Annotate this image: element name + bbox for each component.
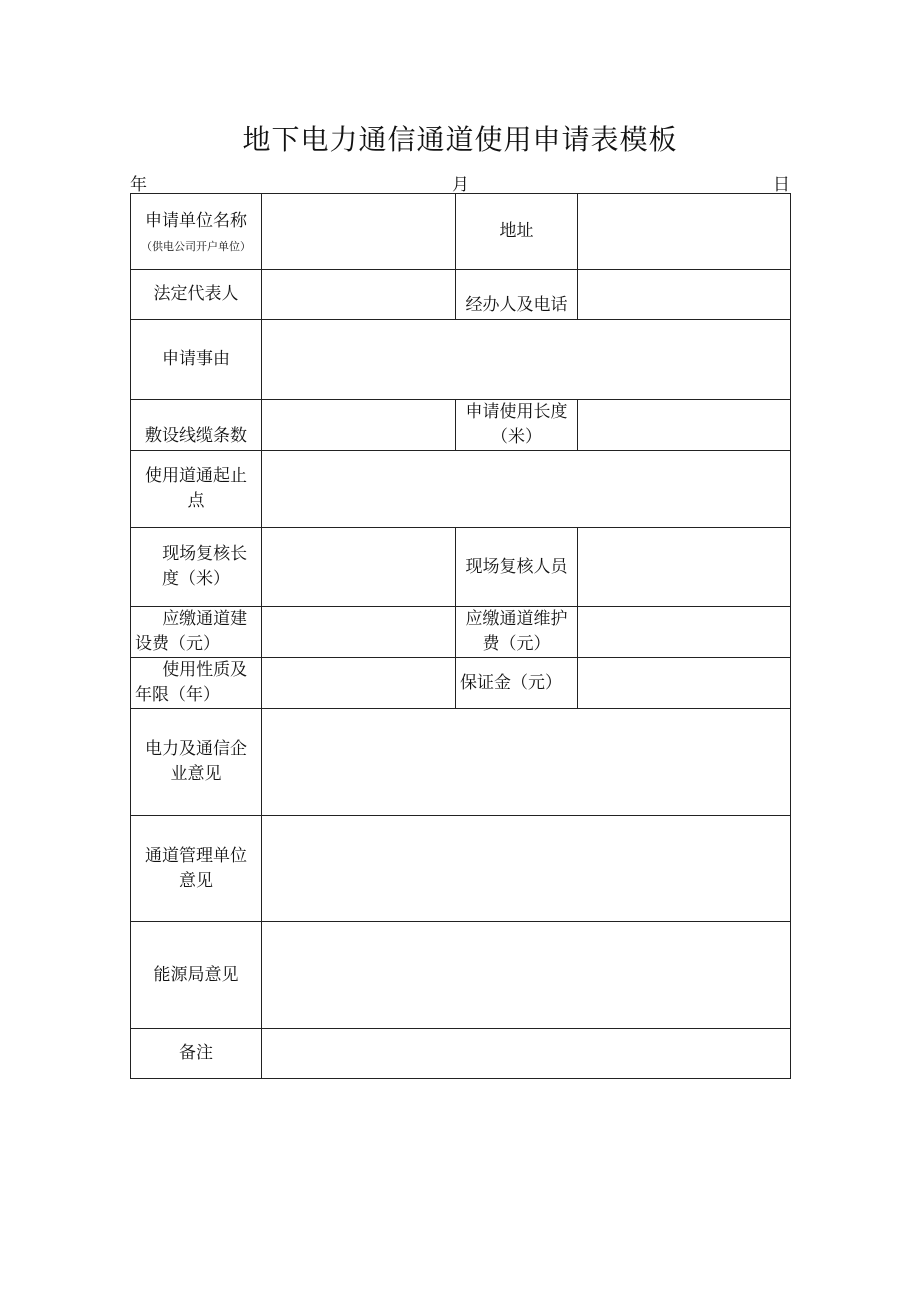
handler-phone-field[interactable] (578, 270, 791, 320)
nature-line1: 使用性质及 (162, 660, 248, 680)
cable-count-label: 敷设线缆条数 (131, 400, 262, 451)
address-field[interactable] (578, 194, 791, 270)
remarks-label: 备注 (131, 1029, 262, 1079)
page-title: 地下电力通信通道使用申请表模板 (242, 123, 678, 156)
table-row (131, 400, 791, 451)
maintenance-fee-field[interactable] (578, 607, 791, 658)
construction-fee-label (131, 607, 262, 658)
site-staff-field[interactable] (578, 528, 791, 607)
table-row (131, 922, 791, 1029)
deposit-label: 保证金（元） (456, 658, 578, 709)
table-row (131, 320, 791, 400)
site-length-line1: 现场复核长 (162, 544, 248, 564)
date-year-label: 年 (130, 175, 147, 195)
table-row (131, 194, 791, 270)
nature-label (131, 658, 262, 709)
mgmt-opinion-field[interactable] (262, 816, 791, 922)
address-label: 地址 (456, 194, 578, 270)
route-label (131, 451, 262, 528)
energy-opinion-field[interactable] (262, 922, 791, 1029)
maintenance-fee-line1: 应缴通道维护 (465, 609, 568, 629)
reason-label: 申请事由 (131, 320, 262, 400)
legal-rep-field[interactable] (262, 270, 456, 320)
table-row (131, 816, 791, 922)
deposit-field[interactable] (578, 658, 791, 709)
route-label-line1: 使用道通起止 (145, 466, 247, 486)
mgmt-line1: 通道管理单位 (145, 845, 247, 866)
table-row (131, 658, 791, 709)
date-line (130, 170, 790, 194)
applicant-name-field[interactable] (262, 194, 456, 270)
length-label (456, 400, 578, 451)
length-label-line2: （米） (491, 427, 542, 447)
site-length-field[interactable] (262, 528, 456, 607)
table-row (131, 1029, 791, 1079)
application-form-table (130, 193, 791, 1079)
site-length-line2: 度（米） (162, 569, 230, 589)
nature-field[interactable] (262, 658, 456, 709)
table-row (131, 709, 791, 816)
date-day-label: 日 (773, 175, 790, 195)
legal-rep-label: 法定代表人 (131, 270, 262, 320)
reason-field[interactable] (262, 320, 791, 400)
maintenance-fee-line2: 费（元） (482, 634, 551, 654)
mgmt-opinion-label (131, 816, 262, 922)
table-row (131, 607, 791, 658)
mgmt-line2: 意见 (179, 870, 213, 891)
applicant-name-text: 申请单位名称 (145, 211, 247, 231)
handler-phone-label: 经办人及电话 (456, 270, 578, 320)
site-staff-label: 现场复核人员 (456, 528, 578, 607)
maintenance-fee-label (456, 607, 578, 658)
site-length-label (131, 528, 262, 607)
table-row (131, 451, 791, 528)
table-row (131, 270, 791, 320)
construction-fee-line1: 应缴通道建 (162, 609, 248, 629)
applicant-name-label (131, 194, 262, 270)
enterprise-line2: 业意见 (170, 764, 222, 784)
cable-count-field[interactable] (262, 400, 456, 451)
length-field[interactable] (578, 400, 791, 451)
applicant-name-note: （供电公司开户单位） (141, 240, 251, 253)
enterprise-opinion-field[interactable] (262, 709, 791, 816)
enterprise-opinion-label (131, 709, 262, 816)
date-month-label: 月 (452, 175, 469, 195)
table-row (131, 528, 791, 607)
enterprise-line1: 电力及通信企 (145, 739, 247, 759)
remarks-field[interactable] (262, 1029, 791, 1079)
nature-line2: 年限（年） (135, 685, 220, 705)
construction-fee-field[interactable] (262, 607, 456, 658)
construction-fee-line2: 设费（元） (135, 634, 220, 654)
route-label-line2: 点 (187, 491, 205, 511)
length-label-line1: 申请使用长度 (465, 402, 568, 422)
route-field[interactable] (262, 451, 791, 528)
energy-opinion-label: 能源局意见 (131, 922, 262, 1029)
